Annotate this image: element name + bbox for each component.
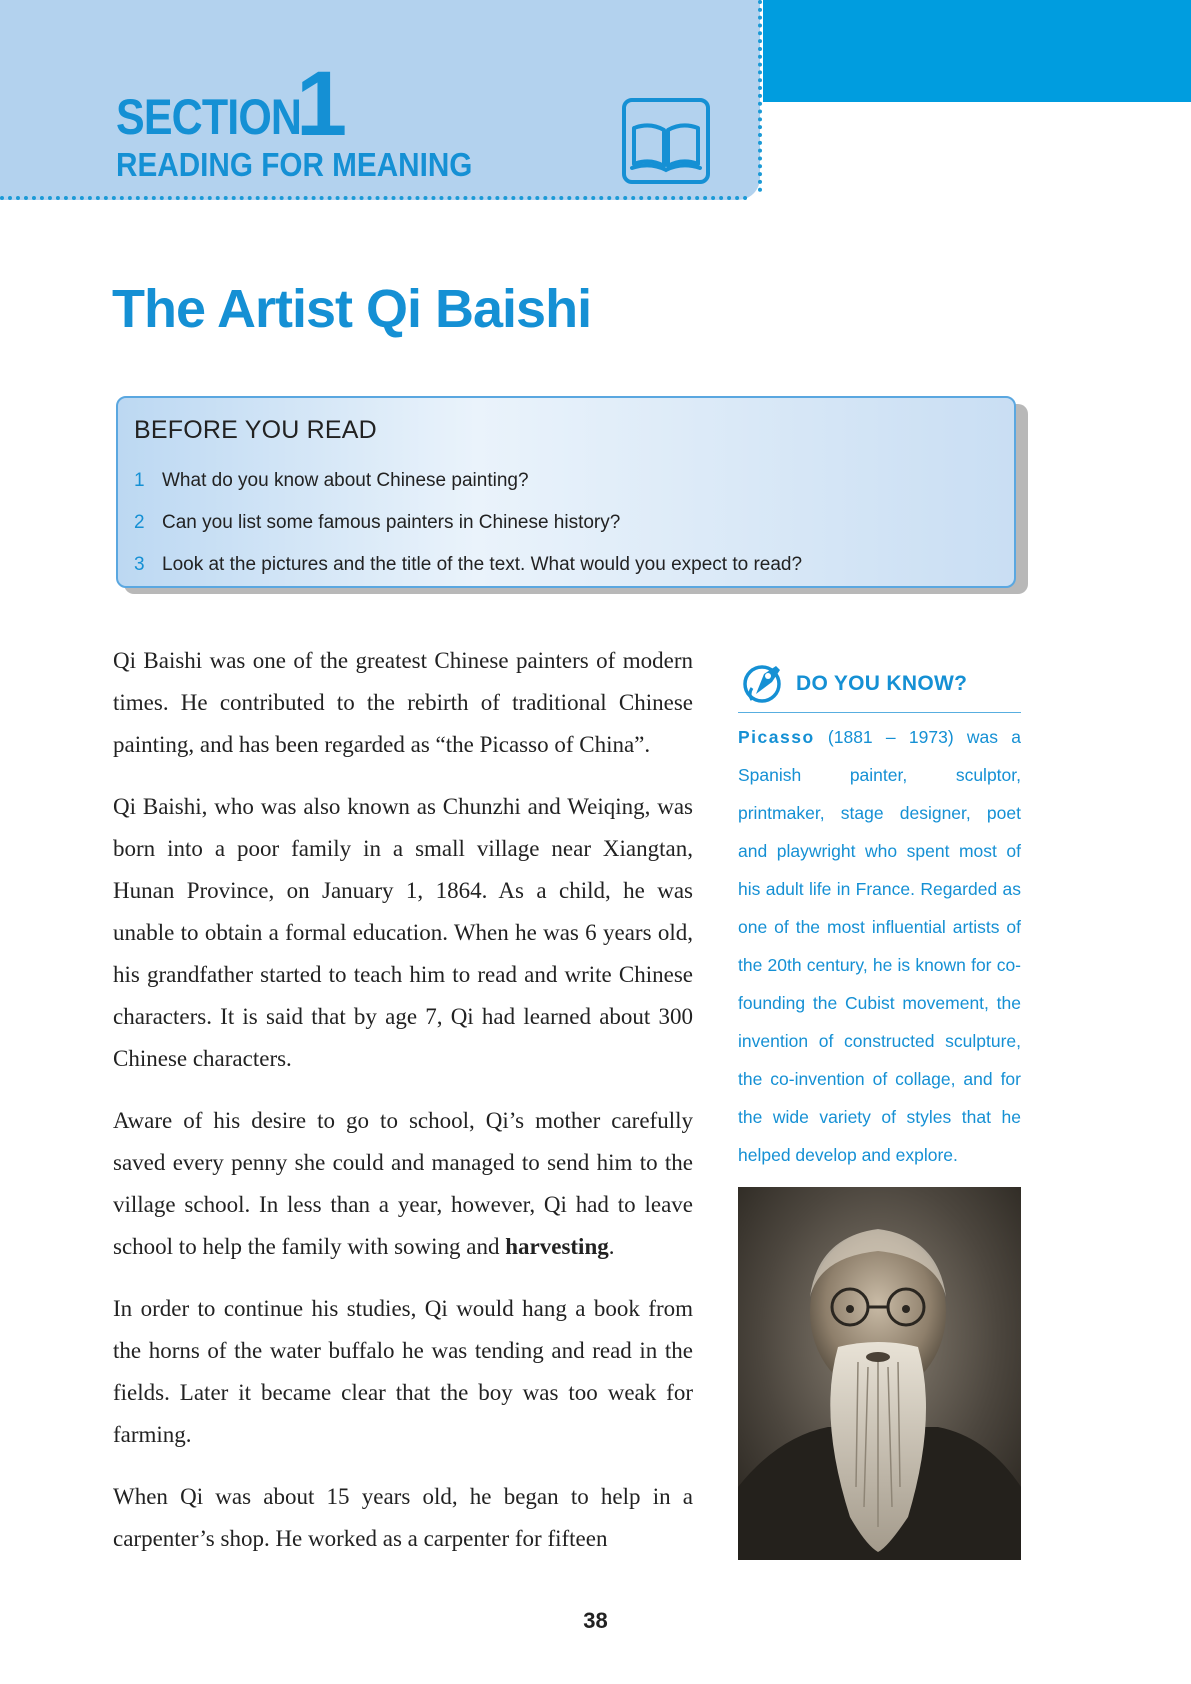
page-number: 38 [583,1608,608,1633]
list-item [134,502,802,544]
pen-nib-icon [742,660,786,704]
before-you-read-list [134,460,802,586]
list-item-number: 2 [134,512,145,533]
banner-dotted-border-bottom [0,196,748,200]
list-item-number: 1 [134,470,145,491]
portrait-illustration [738,1187,1021,1560]
before-you-read-box [116,396,1016,588]
do-you-know-body: (1881 – 1973) was a Spanish painter, sculptor, printmaker, stage designer, poet and playwright who spent most of his adult life in France. Regarded as one of the most influential artists of the 20th century, he is known for co-founding the Cubist movement, the invention of constructed sculpture, the co-invention of collage, and for the wide variety of styles that he helped develop and explore. [738,727,1021,1165]
paragraph-3 [113,1100,693,1268]
header-blue-bar [763,0,1191,102]
list-item [134,544,802,586]
list-item-text: What do you know about Chinese painting? [162,470,529,491]
book-icon [622,98,710,184]
paragraph-3-text: Aware of his desire to go to school, Qi’s mother carefully saved every penny she could and managed to send him to the village school. In less than a year, however, Qi had to leave school to help the family with sowing and [113,1108,693,1259]
section-number: 1 [296,53,348,155]
paragraph-2: Qi Baishi, who was also known as Chunzhi and Weiqing, was born into a poor family in a small village near Xiangtan, Hunan Province, on January 1, 1864. As a child, he was unable to obtain a formal education. When he was 6 years old, his grandfather started to teach him to read and write Chinese characters. It is said that by age 7, Qi had learned about 300 Chinese characters. [113,794,693,1071]
paragraph-3-end: . [608,1234,615,1259]
paragraph-5: When Qi was about 15 years old, he began to help in a carpenter’s shop. He worked as a carpenter for fifteen [113,1484,693,1551]
page-title: The Artist Qi Baishi [112,279,592,339]
section-subtitle: READING FOR MEANING [116,146,473,183]
portrait-photo [738,1187,1021,1560]
vocabulary-word: harvesting [505,1234,609,1259]
do-you-know-term: Picasso [738,727,815,747]
list-item-number: 3 [134,554,145,575]
list-item [134,460,802,502]
reading-text [113,640,693,1580]
banner-dotted-border-right [758,0,762,192]
do-you-know-text [738,718,1021,1174]
list-item-text: Look at the pictures and the title of the text. What would you expect to read? [162,554,803,575]
section-label: SECTION [116,89,302,145]
list-item-text: Can you list some famous painters in Chinese history? [162,512,621,533]
before-you-read-heading: BEFORE YOU READ [134,416,377,444]
divider [738,712,1021,713]
paragraph-1: Qi Baishi was one of the greatest Chinese painters of modern times. He contributed to the rebirth of traditional Chinese painting, and has been regarded as “the Picasso of China”. [113,648,693,757]
do-you-know-title: DO YOU KNOW? [796,672,968,695]
paragraph-4: In order to continue his studies, Qi would hang a book from the horns of the water buffalo he was tending and read in the fields. Later it became clear that the boy was too weak for farming. [113,1296,693,1447]
